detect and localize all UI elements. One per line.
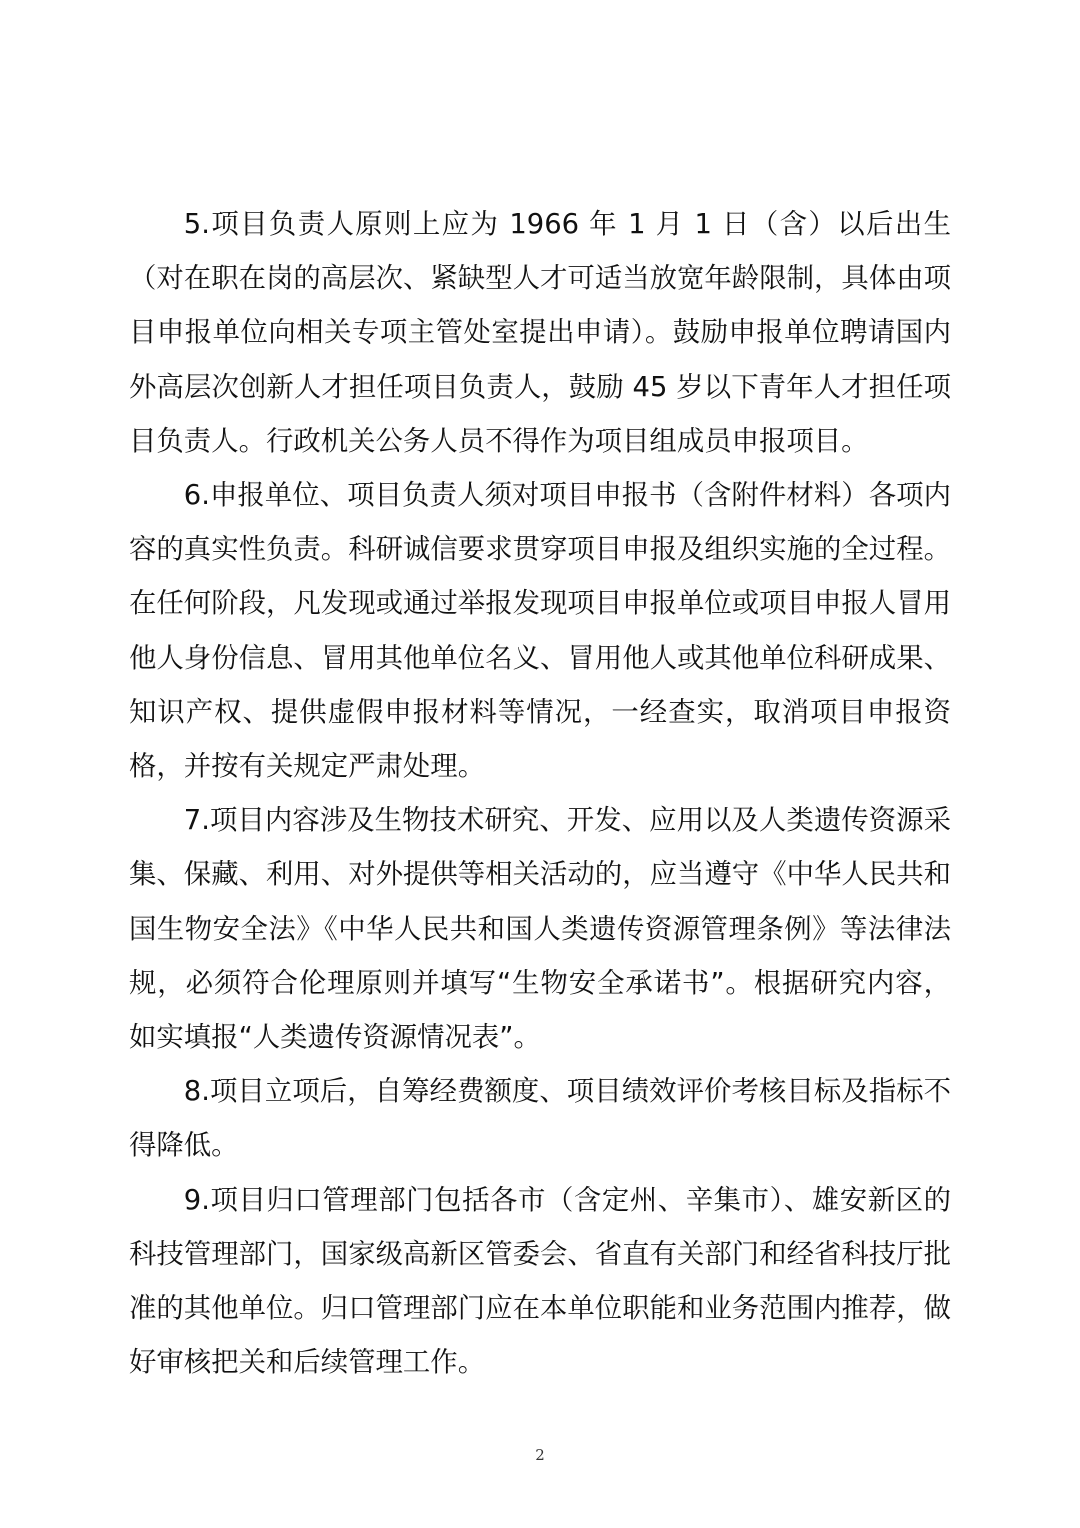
paragraph-item-5: 5.项目负责人原则上应为 1966 年 1 月 1 日（含）以后出生（对在职在岗的高层次、紧缺型人才可适当放宽年龄限制，具体由项目申报单位向相关专项主管处室提出申请）。鼓励申报单位聘请国内外高层次创新人才担任项目负责人，鼓励 45 岁以下青年人才担任项目负责人。行政机关公务人员不得作为项目组成员申报项目。 xyxy=(129,209,951,457)
paragraph-item-9: 9.项目归口管理部门包括各市（含定州、辛集市）、雄安新区的科技管理部门，国家级高新区管委会、省直有关部门和经省科技厅批准的其他单位。归口管理部门应在本单位职能和业务范围内推荐，做好审核把关和后续管理工作。 xyxy=(129,1184,951,1379)
page-number: 2 xyxy=(535,1446,545,1464)
paragraph-item-8: 8.项目立项后，自筹经费额度、项目绩效评价考核目标及指标不得降低。 xyxy=(129,1076,951,1162)
document-body xyxy=(129,198,951,1390)
paragraph-item-7: 7.项目内容涉及生物技术研究、开发、应用以及人类遗传资源采集、保藏、利用、对外提供等相关活动的，应当遵守《中华人民共和国生物安全法》《中华人民共和国人类遗传资源管理条例》等法律法规，必须符合伦理原则并填写“生物安全承诺书”。根据研究内容，如实填报“人类遗传资源情况表”。 xyxy=(129,805,951,1054)
paragraph-item-6: 6.申报单位、项目负责人须对项目申报书（含附件材料）各项内容的真实性负责。科研诚信要求贯穿项目申报及组织实施的全过程。在任何阶段，凡发现或通过举报发现项目申报单位或项目申报人冒用他人身份信息、冒用其他单位名义、冒用他人或其他单位科研成果、知识产权、提供虚假申报材料等情况，一经查实，取消项目申报资格，并按有关规定严肃处理。 xyxy=(129,480,951,783)
